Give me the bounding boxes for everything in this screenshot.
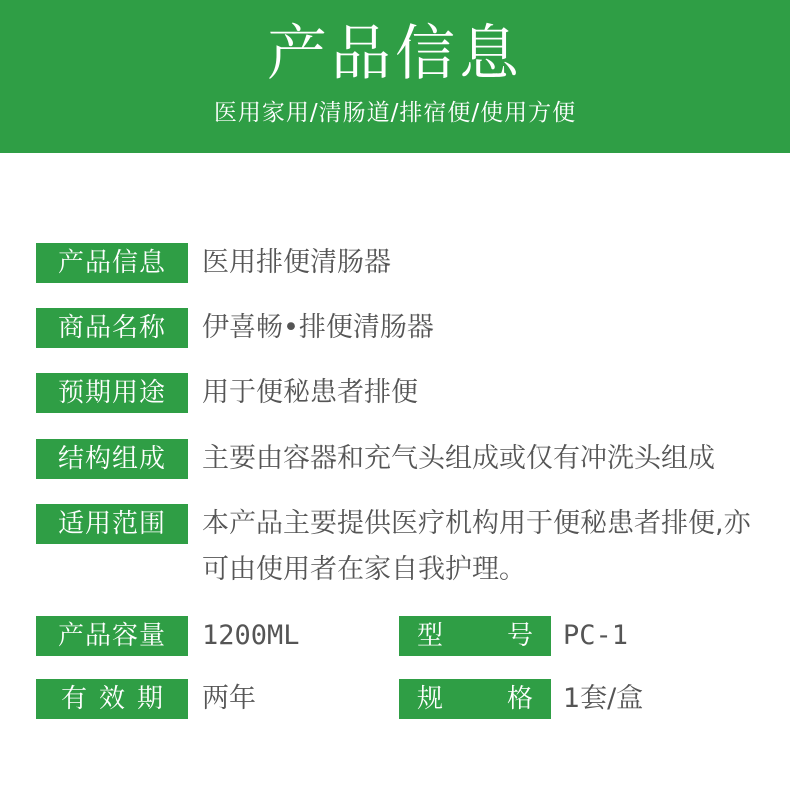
value-validity: 两年 [202,683,256,714]
value-model: PC-1 [563,620,629,651]
label-model [399,616,551,656]
label-scope: 适用范围 [36,504,188,544]
header-banner [0,0,790,153]
value-spec: 1套/盒 [563,683,644,714]
label-spec-b: 格 [506,684,533,714]
label-model-b: 号 [506,621,533,651]
label-spec [399,679,551,719]
value-product-info: 医用排便清肠器 [202,247,391,278]
label-model-a: 型 [417,621,444,651]
page-subtitle: 医用家用/清肠道/排宿便/使用方便 [213,100,577,126]
label-intended-use: 预期用途 [36,373,188,413]
label-spec-a: 规 [417,684,444,714]
label-product-name: 商品名称 [36,308,188,348]
page-title: 产品信息 [267,19,523,89]
label-capacity: 产品容量 [36,616,188,656]
value-intended-use: 用于便秘患者排便 [202,377,418,408]
value-composition: 主要由容器和充气头组成或仅有冲洗头组成 [202,443,715,474]
value-product-name: 伊喜畅•排便清肠器 [202,312,434,343]
label-composition: 结构组成 [36,439,188,479]
value-capacity: 1200ML [202,620,300,651]
label-validity: 有效期 [36,679,188,719]
value-scope: 本产品主要提供医疗机构用于便秘患者排便,亦可由使用者在家自我护理。 [202,508,751,585]
label-product-info: 产品信息 [36,243,188,283]
